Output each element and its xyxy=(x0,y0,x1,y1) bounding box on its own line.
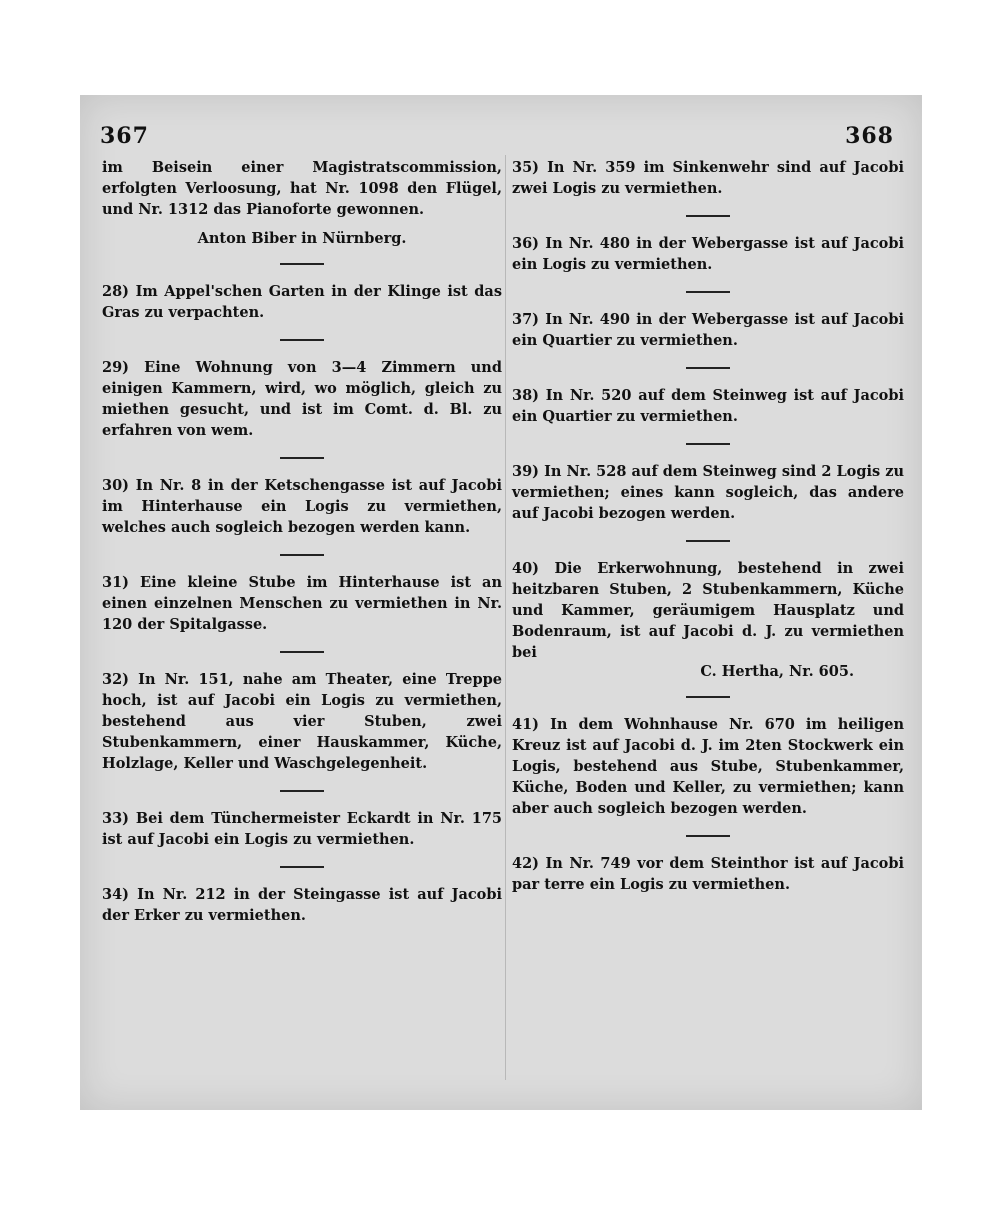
page-number-left: 367 xyxy=(100,123,149,149)
left-column xyxy=(102,157,502,1090)
ad-38: 38) In Nr. 520 auf dem Steinweg ist auf Jacobi ein Quartier zu vermiethen. xyxy=(512,387,904,425)
separator-rule xyxy=(686,215,730,217)
ad-32: 32) In Nr. 151, nahe am Theater, eine Treppe hoch, ist auf Jacobi ein Logis zu vermiethen, bestehend aus vier Stuben, zwei Stubenkammern, einer Hauskammer, Küche, Holzlage, Keller und Waschgelegenheit. xyxy=(102,671,502,772)
separator-rule xyxy=(280,866,324,868)
ad-30: 30) In Nr. 8 in der Ketschengasse ist auf Jacobi im Hinterhause ein Logis zu vermiethen, welches auch sogleich bezogen werden kann. xyxy=(102,477,502,536)
ad-37: 37) In Nr. 490 in der Webergasse ist auf Jacobi ein Quartier zu vermiethen. xyxy=(512,311,904,349)
ad-41: 41) In dem Wohnhause Nr. 670 im heiligen Kreuz ist auf Jacobi d. J. im 2ten Stockwerk ein Logis, bestehend aus Stube, Stubenkammer, Küche, Boden und Keller, zu vermiethen; kann aber auch sogleich bezogen werden. xyxy=(512,716,904,817)
page-number-right: 368 xyxy=(845,123,894,149)
separator-rule xyxy=(280,554,324,556)
right-column xyxy=(512,157,904,1090)
separator-rule xyxy=(280,651,324,653)
ad-36: 36) In Nr. 480 in der Webergasse ist auf Jacobi ein Logis zu vermiethen. xyxy=(512,235,904,273)
separator-rule xyxy=(686,291,730,293)
ad-42: 42) In Nr. 749 vor dem Steinthor ist auf Jacobi par terre ein Logis zu vermiethen. xyxy=(512,855,904,893)
separator-rule xyxy=(686,696,730,698)
separator-rule xyxy=(280,457,324,459)
ad-29: 29) Eine Wohnung von 3—4 Zimmern und einigen Kammern, wird, wo möglich, gleich zu miethen gesucht, und ist im Comt. d. Bl. zu erfahren von wem. xyxy=(102,359,502,439)
ad-39: 39) In Nr. 528 auf dem Steinweg sind 2 Logis zu vermiethen; eines kann sogleich, das andere auf Jacobi bezogen werden. xyxy=(512,463,904,522)
separator-rule xyxy=(686,540,730,542)
scanned-page xyxy=(80,95,922,1110)
separator-rule xyxy=(280,263,324,265)
notice-signature: Anton Biber in Nürnberg. xyxy=(197,230,407,247)
separator-rule xyxy=(686,367,730,369)
ad-40-signature: C. Hertha, Nr. 605. xyxy=(700,663,854,680)
lottery-notice: im Beisein einer Magistratscommission, erfolgten Verloosung, hat Nr. 1098 den Flügel, und Nr. 1312 das Pianoforte gewonnen. xyxy=(102,159,502,218)
separator-rule xyxy=(686,443,730,445)
separator-rule xyxy=(280,790,324,792)
separator-rule xyxy=(686,835,730,837)
ad-40: 40) Die Erkerwohnung, bestehend in zwei heitzbaren Stuben, 2 Stubenkammern, Küche und Kammer, geräumigem Hausplatz und Bodenraum, ist auf Jacobi d. J. zu vermiethen bei xyxy=(512,560,904,661)
ad-28: 28) Im Appel'schen Garten in der Klinge ist das Gras zu verpachten. xyxy=(102,283,502,321)
ad-34: 34) In Nr. 212 in der Steingasse ist auf Jacobi der Erker zu vermiethen. xyxy=(102,886,502,924)
separator-rule xyxy=(280,339,324,341)
column-gutter xyxy=(505,155,506,1080)
ad-33: 33) Bei dem Tünchermeister Eckardt in Nr. 175 ist auf Jacobi ein Logis zu vermiethen. xyxy=(102,810,502,848)
ad-35: 35) In Nr. 359 im Sinkenwehr sind auf Jacobi zwei Logis zu vermiethen. xyxy=(512,159,904,197)
ad-31: 31) Eine kleine Stube im Hinterhause ist an einen einzelnen Menschen zu vermiethen in Nr. 120 der Spitalgasse. xyxy=(102,574,502,633)
